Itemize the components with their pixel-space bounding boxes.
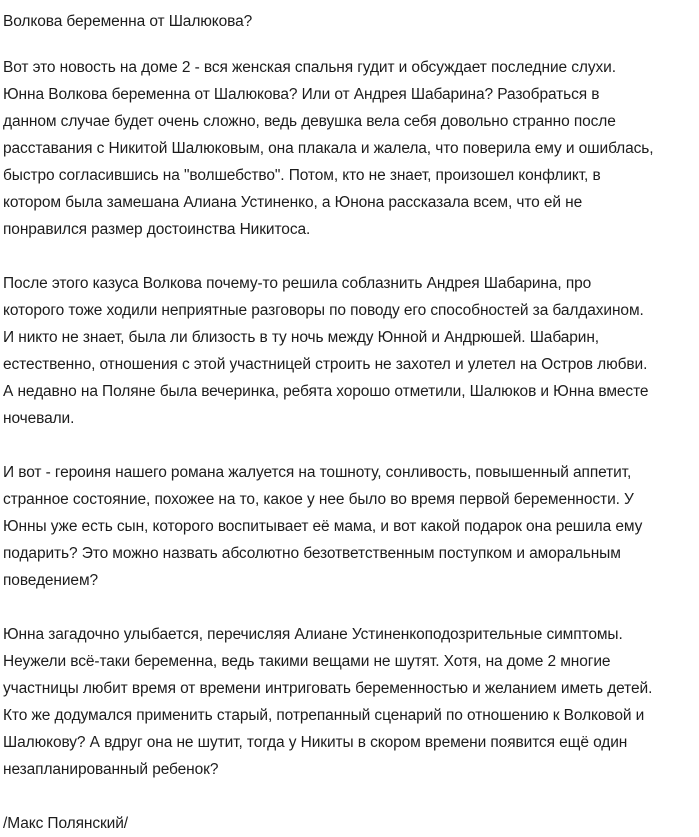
article-paragraph-2: После этого казуса Волкова почему-то решила соблазнить Андрея Шабарина, про которого тоже ходили неприятные разговоры по поводу его способностей за балдахином. И никто не знает, была ли близость в ту ночь между Юнной и Андрюшей. Шабарин, естественно, отношения с этой участницей строить не захотел и улетел на Остров любви. А недавно на Поляне была вечеринка, ребята хорошо отметили, Шалюков и Юнна вместе ночевали. xyxy=(3,275,649,427)
article-signature: /Макс Полянский/ xyxy=(3,815,128,832)
article-body xyxy=(3,54,655,837)
article-title: Волкова беременна от Шалюкова? xyxy=(3,13,253,30)
article-paragraph-1: Вот это новость на доме 2 - вся женская спальня гудит и обсуждает последние слухи. Юнна Волкова беременна от Шалюкова? Или от Андрея Шабарина? Разобраться в данном случае будет очень сложно, ведь девушка вела себя довольно странно после расставания с Никитой Шалюковым, она плакала и жалела, что поверила ему и ошиблась, быстро согласившись на "волшебство". Потом, кто не знает, произошел конфликт, в котором была замешана Алиана Устиненко, а Юнона рассказала всем, что ей не понравился размер достоинства Никитоса. xyxy=(3,59,654,238)
article-paragraph-4: Юнна загадочно улыбается, перечисляя Алиане Устиненкоподозрительные симптомы. Неужели всё-таки беременна, ведь такими вещами не шутят. Хотя, на доме 2 многие участницы любит время от времени интриговать беременностью и желанием иметь детей. Кто же додумался применить старый, потрепанный сценарий по отношению к Волковой и Шалюкову? А вдруг она не шутит, тогда у Никиты в скором времени появится ещё один незапланированный ребенок? xyxy=(3,626,653,778)
article-paragraph-3: И вот - героиня нашего романа жалуется на тошноту, сонливость, повышенный аппетит, странное состояние, похожее на то, какое у нее было во время первой беременности. У Юнны уже есть сын, которого воспитывает её мама, и вот какой подарок она решила ему подарить? Это можно назвать абсолютно безответственным поступком и аморальным поведением? xyxy=(3,464,643,589)
